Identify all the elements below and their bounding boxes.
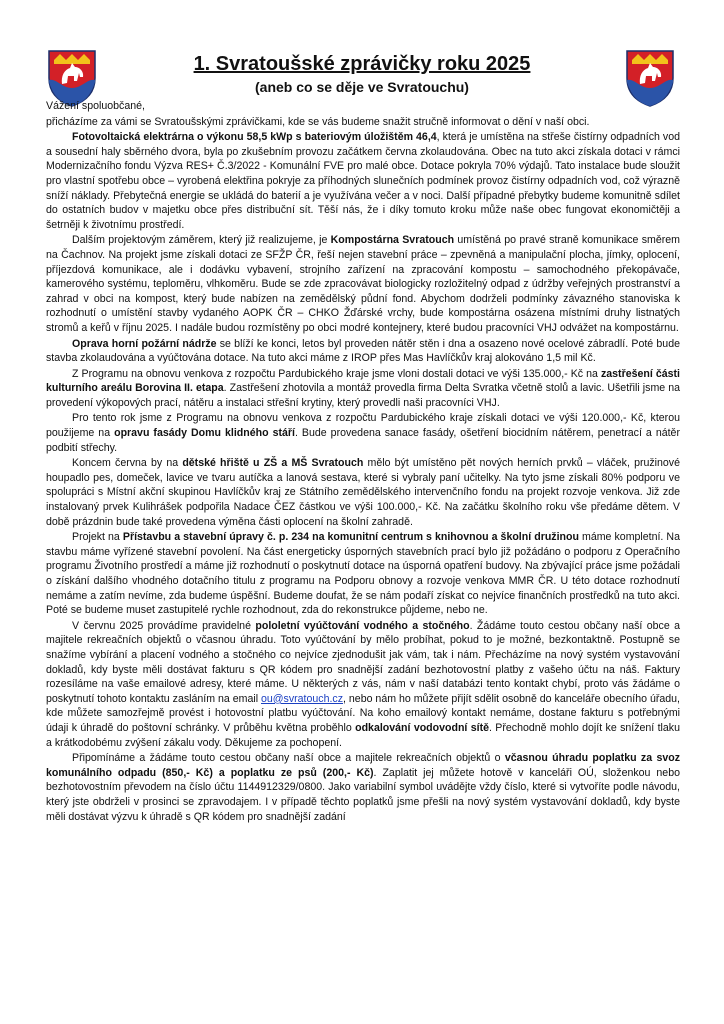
intro-paragraph: přicházíme za vámi se Svratoušskými zprávičkami, kde se vás budeme snažit stručně informovat o dění v naší obci. — [46, 115, 590, 128]
paragraph-pristavba-highlight: Přístavbu a stavební úpravy č. p. 234 na komunitní centrum s knihovnou a školní družinou — [122, 531, 579, 544]
page-title: 1. Svratoušské zprávičky roku 2025 — [193, 53, 531, 75]
paragraph-hriste-highlight: dětské hřiště u ZŠ a MŠ Svratouch — [182, 457, 364, 470]
paragraph-pristavba-lead: Projekt na — [72, 531, 123, 544]
paragraph-vyuctovani-text-3: . Přechodně mohlo dojít ke snížení tlaku a krátkodobému zvýšení zákalu vody. Děkujeme za pochopení. — [46, 721, 680, 749]
paragraph-fasada-lead: Pro tento rok jsme z Programu na obnovu venkova z rozpočtu Pardubického kraje získali dotaci ve výši 120.000,- Kč, kterou použijeme na — [46, 412, 680, 440]
paragraph-borovina-highlight: zastřešení části kulturního areálu Borovina II. etapa — [46, 367, 680, 395]
paragraph-nadrz — [46, 337, 680, 366]
paragraph-borovina — [46, 367, 680, 411]
paragraph-fve-text: , která je umístěna na střeše čistírny odpadních vod a sousední haly sběrného dvora, byla po zkušebním provozu začátkem června zkolaudována. Obec na tuto akci získala dotaci v rámci Modernizačního fondu Výzva RES+ Č.3/2022 - Komunální FVE pro malé obce. Dotace pokryla 70% výdajů. Tato instalace bude sloužit pro vlastní spotřebu obce – vyrobená elektřina pokryje za příhodných slunečních podmínek provoz čistírny odpadních vod, což výrazně sníží náklady. Přebytečná energie se ukládá do baterií a je využívána večer a v noci. Další případné přebytky budeme komunitně sdílet do ostatních budov v majetku obce přes distribuční sít. Těší nás, že i díky tomuto kroku může naše obec fungovat ekonomičtěji a šetrněji k životnímu prostředí. — [46, 131, 680, 231]
paragraph-fve — [46, 130, 680, 232]
page-subtitle: (aneb co se děje ve Svratouchu) — [255, 79, 469, 95]
paragraph-odkalovani-highlight: odkalování vodovodní sítě — [355, 721, 489, 734]
paragraph-poplatky — [46, 751, 680, 824]
paragraph-vyuctovani-highlight: pololetní vyúčtování vodného a stočného — [255, 619, 470, 632]
paragraph-fve-highlight: Fotovoltaická elektrárna o výkonu 58,5 kWp s bateriovým úložištěm 46,4 — [72, 131, 437, 144]
paragraph-fasada-highlight: opravu fasády Domu klidného stáří — [114, 427, 295, 440]
paragraph-vyuctovani-text: . Žádáme touto cestou občany naší obce a majitele rekreačních objektů o včasnou úhradu. Toto vyúčtování by mělo probíhat, pokud to je možné, bezkontaktně. Postupně se snažíme vybírání a placení vodného a stočného co nejvíce zjednodušit jak vám, tak i nám. Přecházíme na nový systém vystavování dokladů, kdy byste měli dostávat fakturu s QR kódem pro snadnější zadání bezhotovostní platby z vašeho účtu na náš. Faktury rozesíláme na vaše emailové adresy, které máme. U některých z vás, nám v naší databázi tento kontakt chybí, proto vás žádáme o poskytnutí tohoto kontaktu zasláním na email — [46, 619, 681, 705]
paragraph-vyuctovani — [46, 619, 680, 750]
greeting: Vážení spoluobčané, — [46, 100, 145, 112]
paragraph-vyuctovani-lead: V červnu 2025 provádíme pravidelné — [72, 619, 256, 632]
paragraph-kompostarna-text: umístěná po pravé straně komunikace směrem na Čachnov. Na projekt jsme získali dotaci ze SFŽP ČR, řeší nejen stavební práce – zpevněná a manipulační plocha, jímky, oplocení, příjezdová komunikace, ale i dodávku vybavení, strojního zařízení na zpracování kompostu – samochodného překopávače, kamerového systému, teploměru, vlhkoměru. Bude se zde zpracovávat biologicky rozložitelný odpad z údržby veřejných prostranství a zahrad v obci na kompost, který bude nabízen na zemědělský půdní fond. Abychom dodrželi podmínky závazného stanoviska k rozhodnutí o umístění stavby vydaného AOPK ČR – CHKO Žďárské vrchy, bude kompostárna osázena místními druhy listnatých stromů a keřů v říjnu 2025. I nadále budou rozmístěny po obci modré kontejnery, které budou pracovníci VHJ odvážet na kompostárnu. — [46, 234, 681, 334]
paragraph-kompostarna-highlight: Kompostárna Svratouch — [330, 234, 455, 247]
paragraph-hriste-lead: Koncem června by na — [72, 457, 183, 470]
paragraph-nadrz-text: se blíží ke konci, letos byl proveden nátěr stěn i dna a osazeno nové ocelové zábradlí. Poté bude stavba zkolaudována a vyúčtována dotace. Na tuto akci máme z IROP přes Mas Havlíčkův kraj alokováno 1,5 mil Kč. — [46, 337, 680, 365]
paragraph-kompostarna-lead: Dalším projektovým záměrem, který již realizujeme, je — [72, 234, 331, 247]
paragraph-borovina-text: . Zastřešení zhotovila a montáž provedla firma Delta Svratka včetně stolů a lavic. Ušetřili jsme na provedení výkopových prací, nátěru a instalaci střešní krytiny, který provedli naši pracovníci VHJ. — [46, 382, 681, 409]
paragraph-pristavba-text: máme kompletní. Na stavbu máme vyřízené stavební povolení. Na část energeticky úsporných stavebních prací bylo již požádáno o podporu z Operačního programu Životního prostředí a máme již rozhodnutí o poskytnutí dotace na úsporná opatření budovy. Na zbývající práce jsme požádali o získání dalšího vhodného dotačního titulu z programu na Podporu obnovy a rozvoje venkova MMR ČR. U této dotace rozhodnutí nemáme a zatím nevíme, zda budeme úspěšní. Budeme doufat, že se nám podaří získat co nejvíce finančních prostředků na tuto akci. Poté se budeme muset zastupitelé rychle rozhodnout, zda do rekonstrukce půjdeme, nebo ne. — [46, 531, 680, 617]
paragraph-vyuctovani-text-2: , nebo nám ho můžete přijít sdělit osobně do kanceláře obecního úřadu, kde můžete samozřejmě provést i hotovostní platbu vyúčtování. Na koho emailový kontakt nemáme, dostane fakturu s potřebnými údaji k úhradě do poštovní schránky. V průběhu května proběhlo — [46, 692, 680, 734]
paragraph-pristavba — [46, 530, 680, 618]
paragraph-kompostarna — [46, 233, 680, 335]
email-link[interactable]: ou@svratouch.cz — [261, 692, 344, 705]
newsletter-body — [46, 99, 680, 825]
paragraph-poplatky-highlight: včasnou úhradu poplatku za svoz komunálního odpadu (850,- Kč) a poplatku ze psů (200,- Kč) — [46, 752, 680, 779]
paragraph-hriste-text: mělo být umístěno pět nových herních prvků – vláček, pružinové houpadlo pes, domeček, lavice ve tvaru autíčka a lanová sestava, které si vybraly paní učitelky. Na tyto jsme získali 80% podporu ve spolupráci s Místní akční skupinou Havlíčkův kraj ze Státního zemědělského intervenčního fondu na projekt rozvoje venkova. Již zde instalovaný prvek Kulihrášek podpořila Nadace ČEZ částkou ve výši 100.000,- Kč. Na začátku školního roku vše předáme dětem. V době prázdnin bude také provedena výměna části oplocení na školní zahradě. — [46, 457, 681, 528]
paragraph-fasada-text: . Bude provedena sanace fasády, ošetření biocidním nátěrem, penetrací a nátěr podbití střechy. — [46, 427, 680, 454]
paragraph-borovina-lead: Z Programu na obnovu venkova z rozpočtu Pardubického kraje jsme vloni dostali dotaci ve výši 135.000,- Kč na — [72, 367, 601, 380]
paragraph-poplatky-text: . Zaplatit jej můžete hotově v kanceláři OÚ, složenkou nebo bezhotovostním převodem na číslo účtu 1144912329/0800. Jako variabilní symbol uvádějte vždy číslo, které si vytvoříte podle návodu, který jste obdrželi v prosinci se zpravodajem. I v případě těchto poplatků jsme přešli na nový systém vystavování dokladů, kdy byste měli dostávat výzvu k úhradě s QR kódem pro snadnější zadání — [46, 766, 680, 823]
paragraph-hriste — [46, 456, 680, 529]
paragraph-poplatky-lead: Připomínáme a žádáme touto cestou občany naší obce a majitele rekreačních objektů o — [72, 752, 505, 765]
paragraph-fasada — [46, 411, 680, 455]
paragraph-nadrz-highlight: Oprava horní požární nádrže — [72, 337, 217, 350]
